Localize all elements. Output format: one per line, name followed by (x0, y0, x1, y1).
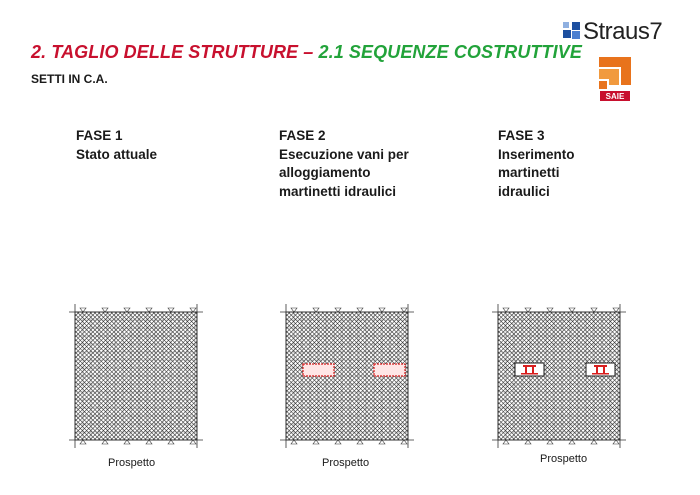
wall-mesh-drawing (488, 300, 628, 455)
phase-2-line-2: alloggiamento (279, 165, 371, 180)
phase-1-line-1: Stato attuale (76, 146, 158, 162)
phase-3-line-2: martinetti (498, 165, 560, 180)
wall-mesh-drawing (65, 300, 205, 455)
phase-3-label: FASE 3 (498, 128, 545, 143)
phase-2-line-3: martinetti idraulici (279, 183, 397, 199)
phase-2-line-1: Esecuzione vani per (279, 146, 409, 162)
caption-phase-2: Prospetto (322, 457, 370, 469)
jack-opening-right (374, 364, 405, 376)
straus7-logo (563, 18, 683, 48)
hydraulic-jack-right (586, 363, 615, 376)
wall-elevation-phase-1 (65, 300, 205, 455)
saie-logo (597, 55, 633, 102)
title-section: 2. TAGLIO DELLE STRUTTURE – (31, 42, 319, 62)
page-title (31, 42, 582, 63)
phase-2-label: FASE 2 (279, 128, 326, 143)
wall-mesh-drawing (276, 300, 416, 455)
phase-2-text (279, 127, 409, 201)
wall-elevation-phase-3 (488, 300, 628, 455)
caption-phase-3: Prospetto (540, 453, 588, 465)
page-subtitle: SETTI IN C.A. (31, 72, 108, 86)
phase-1-text (76, 127, 157, 164)
caption-phase-1: Prospetto (108, 457, 156, 469)
saie-logo-text: SAIE (605, 92, 625, 101)
hydraulic-jack-left (515, 363, 544, 376)
title-subsection: 2.1 SEQUENZE COSTRUTTIVE (318, 42, 582, 62)
phase-3-line-3: idraulici (498, 183, 550, 199)
phase-1-label: FASE 1 (76, 128, 123, 143)
straus7-logo-text: Straus7 (583, 18, 663, 45)
wall-elevation-phase-2 (276, 300, 416, 455)
phase-3-text (498, 127, 575, 201)
jack-opening-left (303, 364, 334, 376)
phase-3-line-1: Inserimento (498, 146, 575, 162)
straus7-squares-icon (563, 22, 583, 42)
